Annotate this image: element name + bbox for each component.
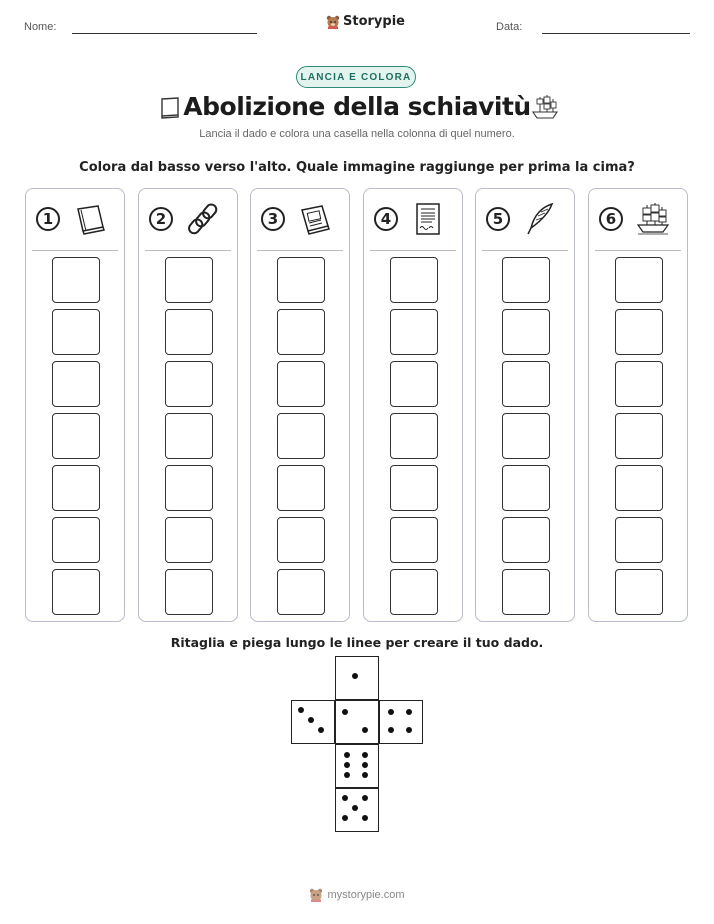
color-box[interactable] [390, 517, 438, 563]
color-box[interactable] [615, 309, 663, 355]
column-1 [25, 188, 125, 622]
column-number: 3 [261, 207, 285, 231]
ship-icon [635, 201, 671, 237]
column-number: 6 [599, 207, 623, 231]
column-divider [370, 250, 456, 251]
color-box[interactable] [277, 569, 325, 615]
name-label: Nome: [24, 21, 57, 33]
color-box[interactable] [390, 569, 438, 615]
bear-logo-icon [326, 15, 340, 29]
color-box[interactable] [277, 413, 325, 459]
color-box[interactable] [165, 569, 213, 615]
date-line[interactable] [542, 33, 690, 34]
color-box[interactable] [277, 517, 325, 563]
color-box[interactable] [165, 517, 213, 563]
name-line[interactable] [72, 33, 257, 34]
die-face-2 [335, 700, 379, 744]
color-box[interactable] [502, 517, 550, 563]
color-box[interactable] [502, 569, 550, 615]
color-box[interactable] [52, 309, 100, 355]
column-number: 2 [149, 207, 173, 231]
column-divider [595, 250, 681, 251]
column-divider [145, 250, 231, 251]
column-number: 5 [486, 207, 510, 231]
document-icon [410, 201, 446, 237]
die-face-1 [335, 656, 379, 700]
color-box[interactable] [52, 413, 100, 459]
color-box[interactable] [390, 257, 438, 303]
color-box[interactable] [52, 569, 100, 615]
color-box[interactable] [390, 361, 438, 407]
color-box[interactable] [165, 413, 213, 459]
die-face-6 [335, 744, 379, 788]
column-2 [138, 188, 238, 622]
color-box[interactable] [502, 309, 550, 355]
color-box[interactable] [615, 517, 663, 563]
column-divider [482, 250, 568, 251]
column-6 [588, 188, 688, 622]
logo-text: Storypie [343, 14, 405, 29]
title-ship-icon [530, 93, 560, 121]
cut-instruction: Ritaglia e piega lungo le linee per creare il tuo dado. [170, 635, 544, 650]
color-box[interactable] [277, 361, 325, 407]
column-4 [363, 188, 463, 622]
color-box[interactable] [390, 465, 438, 511]
color-box[interactable] [615, 413, 663, 459]
die-face-3 [291, 700, 335, 744]
color-box[interactable] [165, 309, 213, 355]
column-divider [32, 250, 118, 251]
coloring-instruction: Colora dal basso verso l'alto. Quale immagine raggiunge per prima la cima? [79, 160, 635, 175]
color-box[interactable] [52, 517, 100, 563]
color-box[interactable] [165, 465, 213, 511]
subtitle: Lancia il dado e colora una casella nella colonna di quel numero. [199, 128, 515, 140]
die-face-5 [335, 788, 379, 832]
color-box[interactable] [165, 361, 213, 407]
column-3 [250, 188, 350, 622]
date-label: Data: [496, 21, 523, 33]
footer-bear-icon [309, 888, 323, 902]
column-number: 4 [374, 207, 398, 231]
chain-icon [185, 201, 221, 237]
column-divider [257, 250, 343, 251]
color-box[interactable] [52, 361, 100, 407]
color-box[interactable] [502, 413, 550, 459]
color-box[interactable] [277, 257, 325, 303]
color-box[interactable] [390, 413, 438, 459]
column-5 [475, 188, 575, 622]
color-box[interactable] [277, 309, 325, 355]
footer [0, 888, 714, 902]
color-box[interactable] [615, 257, 663, 303]
color-box[interactable] [390, 309, 438, 355]
quill-icon [522, 201, 558, 237]
footer-text: mystorypie.com [327, 889, 405, 901]
color-box[interactable] [502, 257, 550, 303]
activity-badge: LANCIA E COLORA [296, 66, 416, 88]
color-box[interactable] [615, 569, 663, 615]
color-box[interactable] [52, 465, 100, 511]
color-box[interactable] [165, 257, 213, 303]
color-box[interactable] [52, 257, 100, 303]
storypie-logo [326, 14, 405, 29]
color-box[interactable] [502, 465, 550, 511]
die-face-4 [379, 700, 423, 744]
color-box[interactable] [502, 361, 550, 407]
page-title: Abolizione della schiavitù [183, 92, 531, 121]
column-number: 1 [36, 207, 60, 231]
book-icon [72, 201, 108, 237]
color-box[interactable] [615, 361, 663, 407]
history-book-icon [297, 201, 333, 237]
color-box[interactable] [277, 465, 325, 511]
color-box[interactable] [615, 465, 663, 511]
